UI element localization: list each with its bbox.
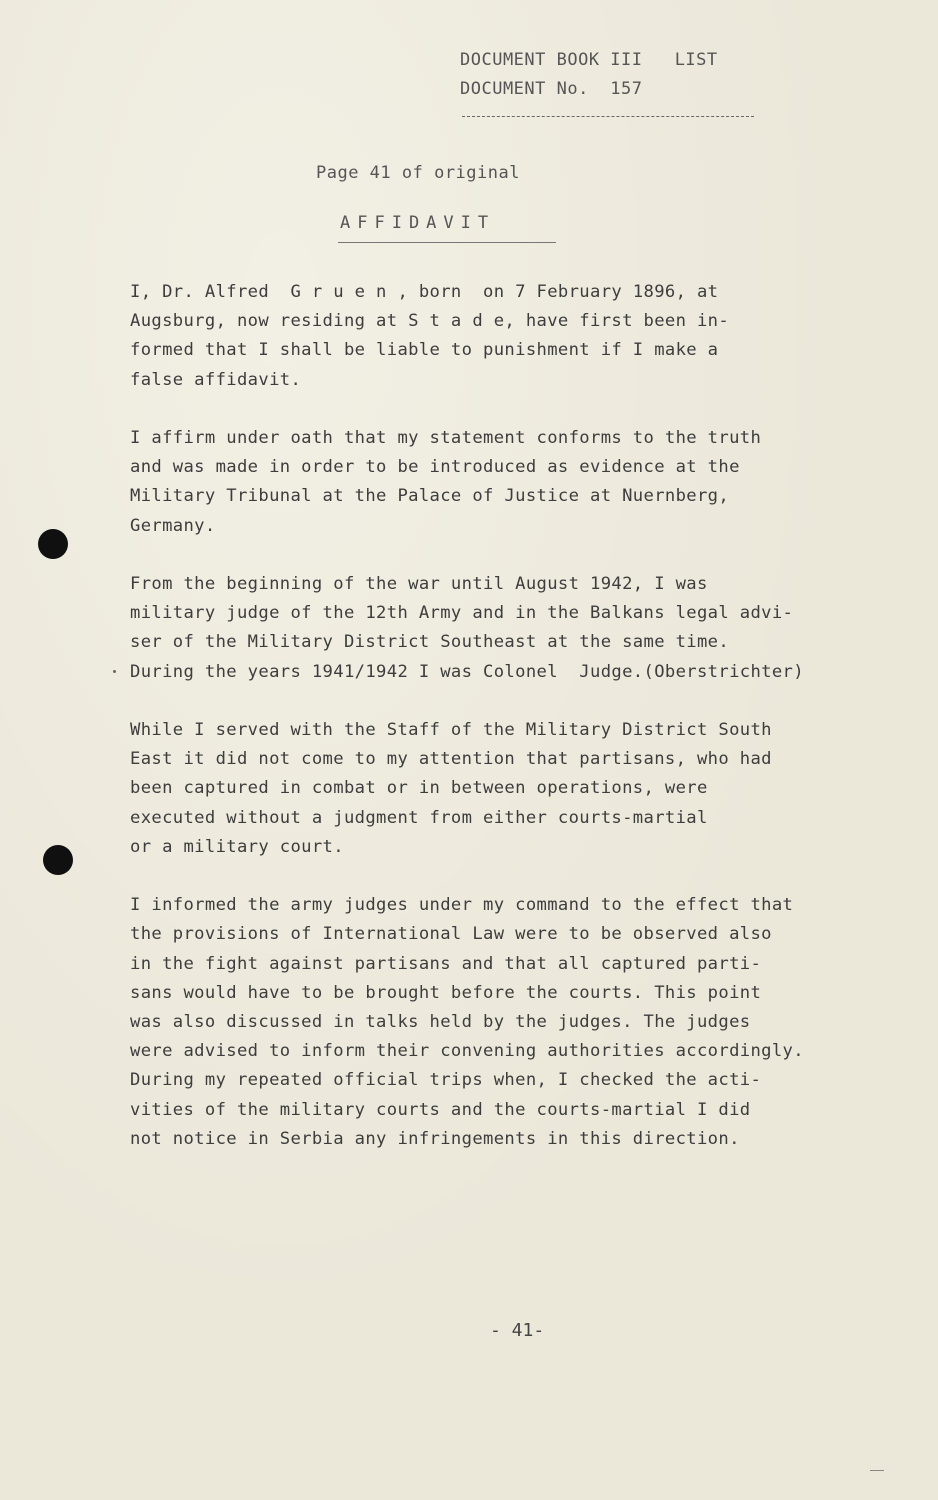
- paragraph-partisans: While I served with the Staff of the Military District South East it did not come to my attention that partisans, who had been captured in combat or in between operations, were executed without a judgment from either courts-martial or a military court.: [130, 720, 772, 857]
- header-divider: [462, 116, 754, 117]
- punch-hole-bottom: [43, 845, 73, 875]
- affidavit-body: [130, 278, 890, 1183]
- document-number-label: DOCUMENT No. 157: [460, 79, 643, 99]
- margin-mark: [113, 670, 116, 673]
- paragraph-instructions: I informed the army judges under my command to the effect that the provisions of International Law were to be observed also in the fight against partisans and that all captured parti- sans would have to be brought before the courts. This point was also discussed in talks held by the judges. The judges were advised to inform their convening authorities accordingly. During my repeated official trips when, I checked the acti- vities of the military courts and the courts-martial I did not notice in Serbia any infringements in this direction.: [130, 895, 804, 1149]
- document-header: [460, 46, 718, 104]
- document-book-label: DOCUMENT BOOK III LIST: [460, 50, 718, 70]
- document-title: AFFIDAVIT: [340, 213, 496, 233]
- paragraph-service: From the beginning of the war until August 1942, I was military judge of the 12th Army and in the Balkans legal advi- ser of the Military District Southeast at the same time. During the years 1941/1942 I was Colonel Judge.(Oberstrichter): [130, 574, 804, 682]
- paragraph-oath: I affirm under oath that my statement conforms to the truth and was made in order to be introduced as evidence at the Military Tribunal at the Palace of Justice at Nuernberg, Germany.: [130, 428, 762, 536]
- corner-mark: [870, 1470, 884, 1471]
- title-underline: [338, 242, 556, 243]
- page-number: - 41-: [490, 1320, 545, 1341]
- paragraph-declarant: I, Dr. Alfred G r u e n , born on 7 February 1896, at Augsburg, now residing at S t a d e, have first been in- formed that I shall be liable to punishment if I make a false affidavit.: [130, 282, 730, 390]
- page-reference: Page 41 of original: [316, 163, 520, 183]
- punch-hole-top: [38, 529, 68, 559]
